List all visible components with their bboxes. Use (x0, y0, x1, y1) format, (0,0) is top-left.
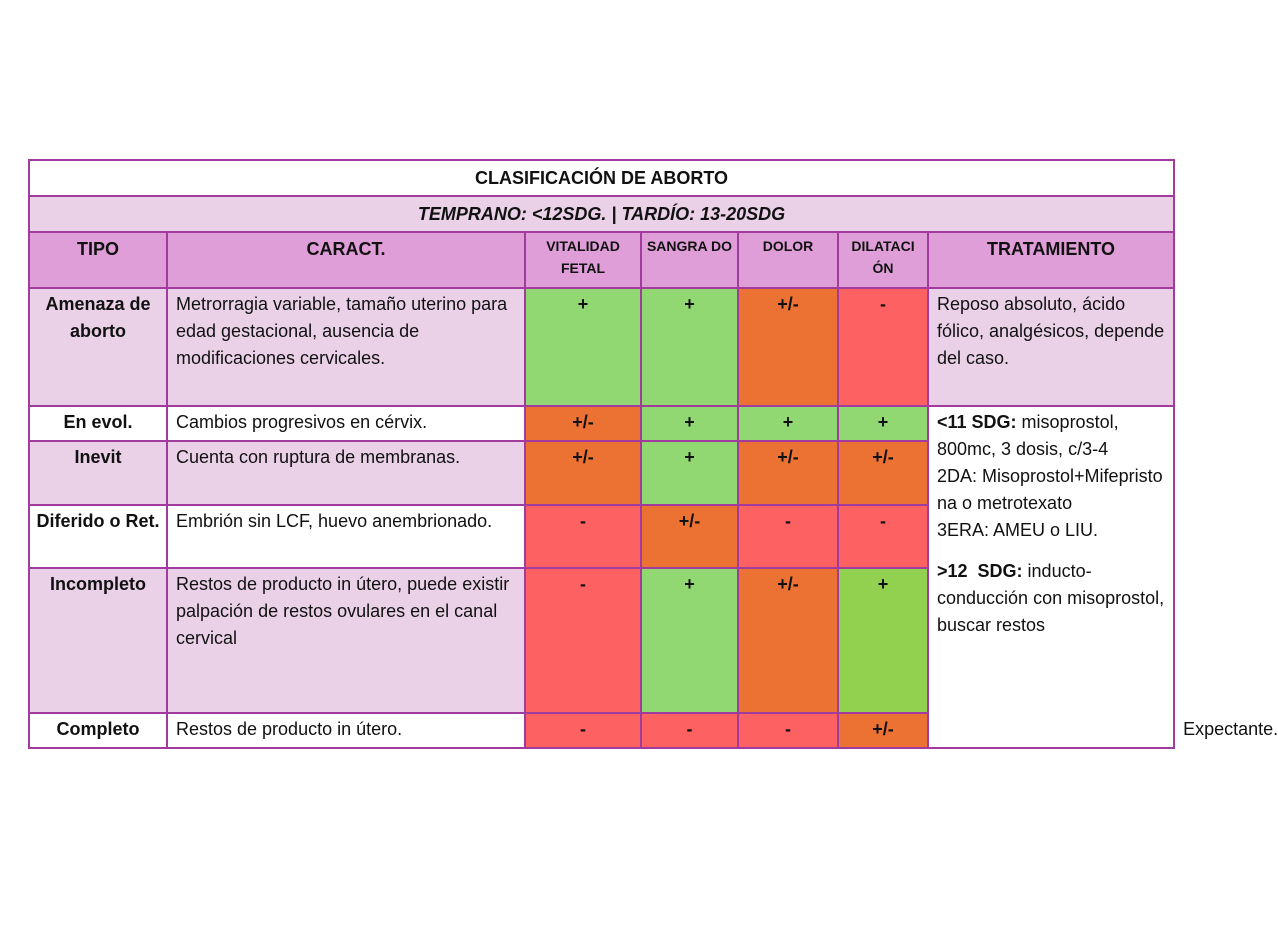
shared-treatment (928, 406, 1174, 748)
header-tratamiento: TRATAMIENTO (928, 232, 1174, 288)
table-title: CLASIFICACIÓN DE ABORTO (29, 160, 1174, 196)
row-dilatacion: +/- (838, 441, 928, 505)
treatment-second-line: 2DA: Misoprostol+Mifepristona o metrotexato (937, 466, 1163, 513)
row-sangrado: + (641, 406, 738, 441)
row-tipo: En evol. (29, 406, 167, 441)
row-vitalidad: - (525, 713, 641, 748)
row-tipo: Incompleto (29, 568, 167, 713)
row-tipo: Completo (29, 713, 167, 748)
header-dolor: DOLOR (738, 232, 838, 288)
row-vitalidad: - (525, 505, 641, 568)
row-vitalidad: +/- (525, 406, 641, 441)
header-caract: CARACT. (167, 232, 525, 288)
table-row-amenaza (29, 288, 1174, 406)
row-tipo: Amenaza de aborto (29, 288, 167, 406)
row-dolor: +/- (738, 568, 838, 713)
row-dolor: + (738, 406, 838, 441)
treatment-gt12: >12 SDG: inducto-conducción con misoprostol, buscar restos (937, 561, 1165, 635)
row-dolor: +/- (738, 441, 838, 505)
row-caract: Metrorragia variable, tamaño uterino para edad gestacional, ausencia de modificaciones cervicales. (167, 288, 525, 406)
table-row-completo: Completo Restos de producto in útero. - - - +/- Expectante. (29, 713, 1174, 748)
row-dilatacion: - (838, 288, 928, 406)
header-sangrado: SANGRA DO (641, 232, 738, 288)
row-sangrado: - (641, 713, 738, 748)
table-subtitle: TEMPRANO: <12SDG. | TARDÍO: 13-20SDG (29, 196, 1174, 232)
row-dilatacion: + (838, 568, 928, 713)
header-vitalidad: VITALIDAD FETAL (525, 232, 641, 288)
header-dilatacion: DILATACI ÓN (838, 232, 928, 288)
row-tratamiento: Reposo absoluto, ácido fólico, analgésicos, depende del caso. (928, 288, 1174, 406)
row-sangrado: + (641, 568, 738, 713)
row-vitalidad: + (525, 288, 641, 406)
row-tipo: Inevit (29, 441, 167, 505)
row-dilatacion: + (838, 406, 928, 441)
row-sangrado: +/- (641, 505, 738, 568)
row-dolor: - (738, 505, 838, 568)
row-dilatacion: - (838, 505, 928, 568)
row-tipo: Diferido o Ret. (29, 505, 167, 568)
header-row (29, 232, 1174, 288)
abortion-classification-table (28, 159, 1278, 749)
table-row-en-evol (29, 406, 1174, 441)
row-dilatacion: +/- (838, 713, 928, 748)
row-vitalidad: - (525, 568, 641, 713)
row-sangrado: + (641, 288, 738, 406)
treatment-third-line: 3ERA: AMEU o LIU. (937, 520, 1099, 540)
row-caract: Restos de producto in útero, puede existir palpación de restos ovulares en el canal cervical (167, 568, 525, 713)
row-caract: Cambios progresivos en cérvix. (167, 406, 525, 441)
row-caract: Cuenta con ruptura de membranas. (167, 441, 525, 505)
row-vitalidad: +/- (525, 441, 641, 505)
row-dolor: - (738, 713, 838, 748)
row-caract: Restos de producto in útero. (167, 713, 525, 748)
row-caract: Embrión sin LCF, huevo anembrionado. (167, 505, 525, 568)
header-tipo: TIPO (29, 232, 167, 288)
treatment-lt11: <11 SDG: misoprostol, 800mc, 3 dosis, c/3-4 (937, 412, 1119, 459)
row-dolor: +/- (738, 288, 838, 406)
row-sangrado: + (641, 441, 738, 505)
